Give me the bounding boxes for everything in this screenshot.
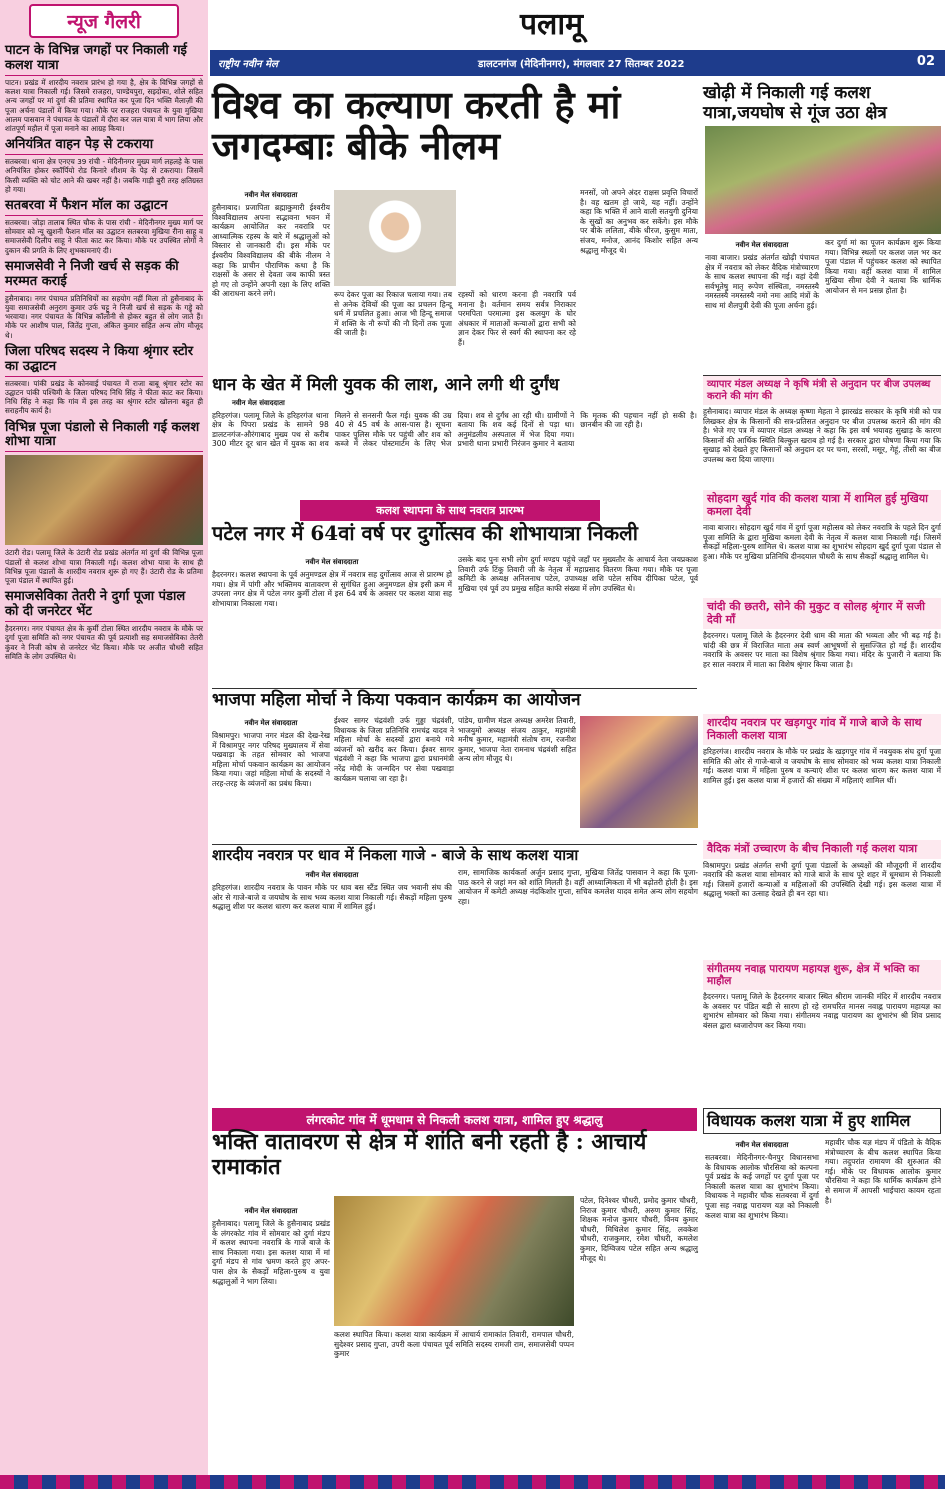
- gallery-text: हैदरनगर। नगर पंचायत क्षेत्र के कुर्मी टोला स्थित शारदीय नवरात्र के मौके पर दुर्गा पूजा समिति को नगर पंचायत की पूर्व प्रत्याशी सह समाजसेविका तेतरी कुंवर ने निजी कोष से जनरेटर भेंट किया। मौके पर अजीत चौधरी सहित समिति के लोग उपस्थित थे।: [5, 624, 203, 661]
- kharpur-headline: शारदीय नवरात्र पर खड़गपुर गांव में गाजे बाजे के साथ निकाली कलश यात्रा: [703, 714, 941, 745]
- patel-headline: पटेल नगर में 64वां वर्ष पर दुर्गोत्सव की शोभायात्रा निकली: [212, 521, 638, 545]
- sharad-col-2: [458, 868, 698, 906]
- kharpur-text: हरिहरगंज। शारदीय नवरात्र के मौके पर प्रखंड के खड़गपुर गांव में नवयुवक संघ दुर्गा पूजा समिति की ओर से गाजे-बाजे व जयघोष के साथ सोमवार को भव्य कलश यात्रा निकाली गई। कलश यात्रा में महिला पुरुष व कन्याएं शीश पर कलश धारण कर कलश यात्रा में शामिल हुई। इस कलश यात्रा में हजारों की संख्या में महिलाएं शामिल थीं।: [703, 747, 941, 786]
- page-number: 02: [916, 54, 935, 69]
- sangeet-story: [703, 960, 941, 1031]
- lead-text: हुसैनाबाद। प्रजापिता ब्रह्माकुमारी ईश्वरीय विश्वविद्यालय अपना सद्भावना भवन में कार्यक्रम आयोजित कर नवरात्रि पर आध्यात्मिक रहस्य के बारे में श्रद्धालुओं को विस्तार से जानकारी दी। इस मौके पर ईश्वरीय विश्वविद्यालय की बीके नीलम ने कहा कि प्राचीन पौराणिक कथा है कि राक्षसों के असर से देवता जब काफी त्रस्त हो गए तो उन्होंने अपनी रक्षा के लिए शक्ति की आराधना करने लगे।: [212, 203, 330, 299]
- sohadag-story: [703, 490, 941, 562]
- masthead: पलामू: [520, 7, 584, 42]
- vidhayak-story: [703, 1108, 941, 1134]
- patel-story: [212, 522, 697, 545]
- langar-col-2: [334, 1330, 574, 1359]
- gallery-headline: अनियंत्रित वाहन पेड़ से टकराया: [5, 138, 203, 155]
- bk-neelam-photo: [334, 190, 456, 286]
- byline: नवीन मेल संवाददाता: [244, 191, 298, 199]
- lead-col-4: [580, 188, 698, 255]
- lead-text: मनसों, जो अपने अंदर राक्षस प्रवृत्ति विचारों है। वह खतम हो जाये, यह नहीं। उन्होंने कहा कि भक्ति में आने वाली सतयुगी दुनिया के सुखों का अनुभव कर सकेंगे। इस मौके पर बीके ललिता, बीके धीरज, कुसुम माता, संजय, मनोज, आनंद किशोर सहित अन्य श्रद्धालु मौजूद थे।: [580, 188, 698, 255]
- langar-col-3: [580, 1196, 698, 1263]
- langar-text: कलश स्थापित किया। कलश यात्रा कार्यक्रम में आचार्य रामाकांत तिवारी, रामपाल चौधरी, सुदेश्वर प्रसाद गुप्ता, उपरी कला पंचायत पूर्व समिति सदस्य रामजी राम, समाजसेवी पप्पन कुमार: [334, 1330, 574, 1359]
- chandi-story: [703, 598, 941, 670]
- byline: नवीन मेल संवाददाता: [735, 241, 789, 249]
- langar-text: पटेल, दिनेश्वर चौधरी, प्रमोद कुमार चौधरी, निराज कुमार चौधरी, अरुण कुमार सिंह, शिक्षक मनोज कुमार चौधरी, विनय कुमार चौधरी, मिथिलेश कुमार सिंह, लवकेश चौधरी, राजकुमार, रमेश चौधरी, कमलेश कुमार, दिग्विजय पटेल सहित अन्य श्रद्धालु मौजूद थे।: [580, 1196, 698, 1263]
- gallery-text: उंटारी रोड। पलामू जिले के उंटारी रोड प्रखंड अंतर्गत मां दुर्गा की विभिन्न पूजा पंडालों से कलश शोभा यात्रा निकाली गई। कलश शोभा यात्रा के साथ ही विभिन्न पूजा पंडालों के शारदीय नवरात्र शुरू हो गए हैं। उंटारी रोड के प्रतिमा पूजा पंडाल में स्थापित हुई।: [5, 548, 203, 586]
- langar-text: हुसैनाबाद। पलामू जिले के हुसैनाबाद प्रखंड के लंगरकोट गांव में सोमवार को दुर्गा मंडप में कलश स्थापना नवरात्रि के गाजे बाजे के साथ निकाला गया। इस कलश यात्रा में मां दुर्गा मंडप से गांव भ्रमण करते हुए अपर-पास क्षेत्र के सैकड़ों महिला-पुरुष व युवा श्रद्धालुओं ने भाग लिया।: [212, 1219, 330, 1286]
- gallery-photo-headline: विभिन्न पूजा पंडालो से निकाली गई कलश शोभा यात्रा: [5, 421, 203, 453]
- bhajpa-event-photo: [580, 716, 698, 828]
- langar-yatra-photo: [334, 1196, 574, 1326]
- vedic-headline: वैदिक मंत्रों उच्चारण के बीच निकाली गई कलश यात्रा: [703, 840, 941, 859]
- vidhayak-headline: विधायक कलश यात्रा में हुए शामिल: [707, 1111, 911, 1130]
- gallery-headline: समाजसेविका तेतरी ने दुर्गा पूजा पंडाल को दी जनरेटर भेंट: [5, 590, 203, 622]
- langar-headline: भक्ति वातावरण से क्षेत्र में शांति बनी रहती है : आचार्य रामाकांत: [212, 1129, 647, 1180]
- khodhi-col-1: [705, 238, 819, 311]
- bhajpa-headline: भाजपा महिला मोर्चा ने किया पकवान कार्यक्रम का आयोजन: [212, 690, 581, 710]
- byline: नवीन मेल संवाददाता: [244, 719, 298, 727]
- bhajpa-story: [212, 688, 697, 711]
- gallery-text: सतबरवा। थाना क्षेत्र एनएच 39 रांची - मेदिनीनगर मुख्य मार्ग लहलहे के पास अनियंत्रित होकर स्कॉर्पियो रोड किनारे शीशम के पेड़ से टकराया। जिसमें किसी व्यक्ति को चोट आने की खबर नहीं है। जबकि गाड़ी बुरी तरह क्षतिग्रस्त हो गया।: [5, 157, 203, 194]
- khodhi-col-2: [825, 238, 941, 296]
- patel-col-2: [458, 555, 698, 593]
- sohadag-text: नावा बाजार। सोहदाग खुर्द गांव में दुर्गा पूजा महोत्सव को लेकर नवरात्रि के पहले दिन दुर्गा पूजा समिति के द्वारा मुखिया कमला देवी के नेतृत्व में कलश यात्रा निकाली गई। जिसमें सैकड़ों महिला-पुरुष शामिल थे। कलश यात्रा का शुभारंभ सोहदाग खुर्द दुर्गा पूजा पंडाल से हुआ। मौके पर मुखिया प्रतिनिधि दीनदयाल चौधरी के साथ सैकड़ों श्रद्धालु शामिल थे।: [703, 523, 941, 562]
- sharad-text: हरिहरगंज। शारदीय नवरात्र के पावन मौके पर धाव बस स्टैंड स्थित जय भवानी संघ की ओर से गाजे-बाजे व जयघोष के साथ भव्य कलश यात्रा निकाली गई। सैकड़ों महिला पुरुष श्रद्धालु शीश पर कलश धारण कर कलश यात्रा में शामिल हुई।: [212, 883, 452, 912]
- chandi-text: हैदरनगर। पलामू जिले के हैदरनगर देवी धाम की माता की भव्यता और भी बढ़ गई है। चांदी की छत्र में विराजित माता अब स्वर्ण आभूषणों से सुसज्जित हो गई हैं। शारदीय नवरात्रि के अवसर पर माता का विशेष श्रृंगार किया गया। मंदिर के पुजारी ने बताया कि हर साल नवरात्र में माता का विशेष श्रृंगार किया जाता है।: [703, 631, 941, 670]
- lead-story: [212, 82, 697, 169]
- vedic-text: विश्रामपुर। प्रखंड अंतर्गत सभी दुर्गा पूजा पंडालों के अध्यक्षों की मौजूदगी में शारदीय नवरात्रि की कलश यात्रा सोमवार को गाजे बाजे के साथ पूरे शहर में धूमधाम से निकाली गई। जिसमें हजारों कन्याओं व महिलाओं की उपस्थिति देखी गई। इस कलश यात्रा में श्रद्धालु भक्तों का उत्साह देखते ही बन रहा था।: [703, 860, 941, 899]
- byline: नवीन मेल संवाददाता: [232, 398, 285, 407]
- gallery-text: पाटन। प्रखंड में शारदीय नवरात्र प्रारंभ हो गया है, क्षेत्र के विभिन्न जगहों से कलश यात्रा निकाली गई। जिसमे राजहरा, पाण्डेयपुरा, सइदोका, शोले सहित अन्य जगहों पर मां दुर्गा की प्रतिमा स्थापित कर पूजा दिन भक्ति मैलाज़ी की पूजा अर्चना पंडालों में किया गया। मौके पर राजहरा पंचायत के युवा मुखिया आलम पासवान ने पंचायत के पंडालों में दौरा कर जल यात्रा में भाग लिया और शांतपूर्ण महौल में पूजा मनाने का आग्रह किया।: [5, 77, 203, 133]
- field-text: हरिहरगंज। पलामू जिले के हरिहरगंज थाना क्षेत्र के पिपरा प्रखंड के सामने 98 डालटनगंज-औरंगाबाद मुख्य पथ से करीब 300 मीटर दूर धान खेत में युवक का शव मिलने से सनसनी फैल गई। युवक की उम्र 40 से 45 वर्ष के आस-पास है। सूचना पाकर पुलिस मौके पर पहुंची और शव को कब्जे में लेकर पोस्टमार्टम के लिए भेज दिया। शव से दुर्गंध आ रही थी। ग्रामीणों ने बताया कि शव कई दिनों से पड़ा था। अनुमंडलीय अस्पताल में भेज दिया गया। प्रभारी थाना प्रभारी निरंजन कुमार ने बताया कि मृतक की पहचान नहीं हो सकी है। छानबीन की जा रही है।: [212, 410, 697, 449]
- lead-text: रूप देकर पूजा का रिकाज चलाया गया। तब से अनेक देवियों की पूजा का प्रचलन हिन्दू धर्म में प्रचलित हुआ। आज भी हिन्दू समाज में शक्ति के नौ रूपों की नौ दिनों तक पूजा की जाती है।: [334, 290, 452, 338]
- gallery-text: सतबरवा। जोड़ा तालाब स्थित चौक के पास रांची - मेदिनीनगर मुख्य मार्ग पर सोमवार को न्यू खुशनी फैशन मॉल का उद्घाटन सतबरवा मुखिया रीना साहू व समाजसेवी दिलीप साहू ने फीता काट कर किया। मौके पर उपस्थित लोगों ने दुकान की प्रगति के लिए शुभकामनाएं दी।: [5, 217, 203, 255]
- khodhi-text: कर दुर्गा मां का पूजन कार्यक्रम शुरू किया गया। विभिन्न स्थलों पर कलश जल भर कर पूजा पंडाल में पहुंचकर कलश को स्थापित किया गया। वहीं कलश यात्रा में शामिल मुखिया सीमा देवी ने बताया कि धार्मिक आयोजन से मन प्रसन्न होता है।: [825, 238, 941, 295]
- gallery-headline: समाजसेवी ने निजी खर्च से सड़क की मरम्मत कराई: [5, 260, 203, 292]
- bhajpa-text: विश्रामपुर। भाजपा नगर मंडल की देख-रेख में विश्रामपुर नगर परिषद मुख्यालय में सेवा पखवाड़ा के तहत सोमवार को भाजपा महिला मोर्चा पकवान कार्यक्रम का आयोजन किया गया। जहां महिला मोर्चा के सदस्यों ने तरह-तरह के व्यंजनों का प्रबंध किया।: [212, 731, 330, 788]
- patel-text: उसके बाद पुनः सभी लोग दुर्गा मण्डप पहुंचे जहाँ पर मुख्यतौर के आचार्य नेता जयप्रकाश तिवारी उर्फ टिंकू तिवारी जी के नेतृत्व में महाप्रसाद वितरण किया गया। मौके पर पूजा कमिटी के अध्यक्ष अनिलनाथ पटेल, उपाध्यक्ष शशि पटेल सचिव दीपिका पटेल, पूर्व मुखिया एवं पूर्व उप प्रमुख सहित काफी संख्या में लोग उपस्थित थे।: [458, 555, 698, 593]
- navratra-banner: कलश स्थापना के साथ नवरात्र प्रारम्भ: [300, 500, 600, 521]
- khodhi-headline: खोढ़ी में निकाली गई कलश यात्रा,जयघोष से गूंज उठा क्षेत्र: [703, 83, 887, 123]
- langar-col-1: [212, 1204, 330, 1286]
- vidhayak-text: सतबरवा। मेदिनीनगर-चैनपुर विधानसभा के विधायक आलोक चौरसिया को कल्पना पूर्व प्रखंड के कई जगहों पर दुर्गा पूजा पर निकाली कलश यात्रा का शुभारंभ किया। विधायक ने महावीर चौक सतबरवा में दुर्गा पूजा सह नवाह्न पारायण यज्ञ को निकाली कलश यात्रा का शुभारंभ किया।: [705, 1153, 819, 1220]
- sohadag-headline: सोहदाग खुर्द गांव की कलश यात्रा में शामिल हुई मुखिया कमला देवी: [703, 490, 941, 521]
- gallery-headline: सतबरवा में फैशन मॉल का उद्घाटन: [5, 199, 203, 216]
- vidhayak-text: महावीर चौक यज्ञ मंडप में पंडितो के वैदिक मंत्रोच्चारण के बीच कलश स्थापित किया गया। तदुपरांत रामायण की शुरुआत की गई। मौके पर विधायक आलोक कुमार चौरसिया ने कहा कि धार्मिक कार्यक्रम होने से समाज में आपसी भाईचारा कायम रहता है।: [825, 1138, 941, 1205]
- langar-story: [212, 1130, 697, 1179]
- sharad-col-1: [212, 868, 452, 912]
- page-header: [210, 0, 945, 80]
- byline: नवीन मेल संवाददाता: [305, 558, 359, 566]
- gallery-text: हुसैनाबाद। नगर पंचायत प्रतिनिधियों का सहयोग नहीं मिला तो हुसैनाबाद के युवा समाजसेवी अनुराग कुमार उर्फ चट्टू ने निजी खर्च से सड़क के गड्ढे को भरवाया। नगर पंचायत के विभिन्न कॉलोनी से होकर बहुत से लोग जाते हैं। मौके पर आशीष पाल, जितेंद्र गुप्ता, अंकित कुमार सहित अन्य लोग मौजूद थे।: [5, 293, 203, 340]
- vyapar-story: [703, 375, 941, 465]
- kalash-yatra-photo: [5, 455, 203, 545]
- bhajpa-col-1: [212, 716, 330, 789]
- bhajpa-col-2: [334, 716, 454, 783]
- lead-col-3: [458, 290, 576, 348]
- kharpur-story: [703, 714, 941, 786]
- vyapar-text: हुसैनाबाद। व्यापार मंडल के अध्यक्ष कृष्णा मेहता ने झारखंड सरकार के कृषि मंत्री को पत्र लिखकर क्षेत्र के किसानों की सत्र-प्रतिसत अनुदान पर बीज उपलब्ध कराने की मांग की है। भेजे गए पत्र में व्यापार मंडल अध्यक्ष ने कहा कि इस वर्ष भयावह सुखाड़ के कारण किसानों की आर्थिक स्थिति बिल्कुल खराब हो गई है। सरकार द्वारा घोषणा किया गया कि सुखाड़ को देखते हुए किसानों को अनुदान दर पर चना, सरसों, मसूर, गेहूं, तीसी का बीज उपलब्ध करा दिया जाएगा।: [703, 407, 941, 464]
- bottom-decorative-stripe: [0, 1475, 945, 1489]
- khodhi-text: नावा बाजार। प्रखंड अंतर्गत खोढ़ी पंचायत क्षेत्र में नवरात्र को लेकर वैदिक मंत्रोच्चारण के साथ कलश स्थापना की गई। वहां देवी सर्वभूतेषु मातृ रूपेण संस्थिता, नमस्तस्यै नमस्तस्यै नमस्तस्यै नमो नमः आदि मंत्रों के साथ मां शैलपुत्री देवी की पूजा अर्चना हुई।: [705, 253, 819, 310]
- byline: नवीन मेल संवाददाता: [305, 871, 359, 879]
- lead-text: रहस्यों को धारण करना ही नवरात्रि पर्व मनाना है। वर्तमान समय सर्वत्र निराकार परमपिता परमात्मा इस कलयुग के घोर अंधकार में माताओं कन्याओं द्वारा सभी को ज्ञान देकर फिर से स्वर्ग की स्थापना कर रहे हैं।: [458, 290, 576, 347]
- lead-headline: विश्व का कल्याण करती है मां जगदम्बाः बीके नीलम: [212, 82, 621, 169]
- header-bar: [210, 50, 945, 76]
- byline: नवीन मेल संवाददाता: [735, 1141, 789, 1149]
- brand-name: राष्ट्रीय नवीन मेल: [218, 59, 278, 70]
- bhajpa-text: पांडेय, ग्रामीण मंडल अध्यक्ष अमरेश तिवारी, भाजयुमो अध्यक्ष संजय ठाकुर, महामंत्री मनीष कुमार, महामंत्री संतोष राम, रजनीश कुमार, भाजपा नेता रामनाथ चंद्रवंशी सहित अन्य लोग मौजूद थे।: [458, 716, 576, 764]
- vedic-story: [703, 840, 941, 899]
- dateline: डालटनगंज (मेदिनीनगर), मंगलवार 27 सितम्बर 2022: [478, 59, 685, 70]
- lead-col-1: [212, 188, 330, 299]
- bhajpa-text: ईश्वर सागर चंद्रवंशी उर्फ गुड्डा चंद्रवंशी, विधायक के जिला प्रतिनिधि रामचंद्र यादव ने महिला मोर्चा के सदस्यों द्वारा बनाये गये व्यंजनों को खरीद कर किया। ईश्वर सागर चंद्रवंशी ने कहा कि भाजपा द्वारा प्रधानमंत्री नरेंद्र मोदी के जन्मदिन पर सेवा पखवाड़ा कार्यक्रम चलाया जा रहा है।: [334, 716, 454, 783]
- field-headline: धान के खेत में मिली युवक की लाश, आने लगी थी दुर्गंध: [212, 375, 560, 395]
- vidhayak-col-1: [705, 1138, 819, 1220]
- sharad-story: [212, 844, 697, 864]
- chandi-headline: चांदी की छतरी, सोने की मुकुट व सोलह श्रृंगार में सजी देवी माँ: [703, 598, 941, 629]
- sharad-text: राम, सामाजिक कार्यकर्ता अर्जुन प्रसाद गुप्ता, मुखिया जितेंद्र पासवान ने कहा कि पूजा-पाठ करने से जहां मन को शांति मिलती है। वहीं आध्यात्मिकता में भी बढ़ोतरी होती है। इस आयोजन में कमेटी अध्यक्ष नंदकिशोर गुप्ता, सचिव कमलेश यादव समेत अन्य लोग सहयोग रहा।: [458, 868, 698, 906]
- gallery-headline: पाटन के विभिन्न जगहों पर निकाली गई कलश यात्रा: [5, 44, 203, 76]
- bhajpa-col-3: [458, 716, 576, 764]
- patel-col-1: [212, 555, 452, 608]
- sharad-headline: शारदीय नवरात्र पर धाव में निकला गाजे - बाजे के साथ कलश यात्रा: [212, 846, 579, 864]
- gallery-text: सतबरवा। पांकी प्रखंड के कोनवाई पंचायत में राजा बाबू श्रृंगार स्टोर का उद्घाटन पांकी पश्चिमी के जिला परिषद निधि सिंह ने फीता काट कर किया। निधि सिंह ने कहा कि गांव में इस तरह का श्रृंगार स्टोर खोलना बहुत ही सराहनीय कार्य है।: [5, 378, 203, 416]
- patel-text: हैदरनगर। कलश स्थापना के पूर्व अनुमण्डल क्षेत्र में नवरात्र सह दुर्गोत्सव आज से प्रारम्भ हो गया। क्षेत्र में पांगी और भक्तिमय वातावरण से सुगंधित हुआ अनुमण्डल क्षेत्र इसी क्रम में उपरला नगर क्षेत्र में पटेल नगर कुर्मी टोला में इस 64 वर्ष के अवसर पर कलश यात्रा सह शोभायात्रा निकाला गया।: [212, 570, 452, 608]
- sangeet-text: हैदरनगर। पलामू जिले के हैदरनगर बाजार स्थित श्रीराम जानकी मंदिर में शारदीय नवरात्र के अवसर पर पंडित बड़ी से सारण हो रहे रामचरित मानस नवाह्न पारायण महायज्ञ का शुभारंभ सोमवार को किया गया। संगीतमय नवाह्न पारायण का शुभारंभ श्री शिव प्रसाद बंसल द्वारा ध्वजारोपण कर किया गया।: [703, 992, 941, 1030]
- khodhi-yatra-photo: [705, 126, 941, 234]
- langar-banner: लंगरकोट गांव में धूमधाम से निकली कलश यात्रा, शामिल हुए श्रद्धालु: [212, 1108, 697, 1131]
- news-gallery-title: न्यूज गैलरी: [29, 4, 179, 38]
- sangeet-headline: संगीतमय नवाह्न पारायण महायज्ञ शुरू, क्षेत्र में भक्ति का माहौल: [703, 960, 941, 990]
- vidhayak-col-2: [825, 1138, 941, 1205]
- khodhi-story: [703, 84, 941, 123]
- vyapar-headline: व्यापार मंडल अध्यक्ष ने कृषि मंत्री से अनुदान पर बीज उपलब्ध कराने की मांग की: [703, 376, 941, 405]
- lead-col-2: [334, 290, 452, 338]
- news-gallery-column: [0, 0, 208, 1489]
- byline: नवीन मेल संवाददाता: [244, 1207, 298, 1215]
- gallery-headline: जिला परिषद सदस्य ने किया श्रृंगार स्टोर का उद्घाटन: [5, 345, 203, 377]
